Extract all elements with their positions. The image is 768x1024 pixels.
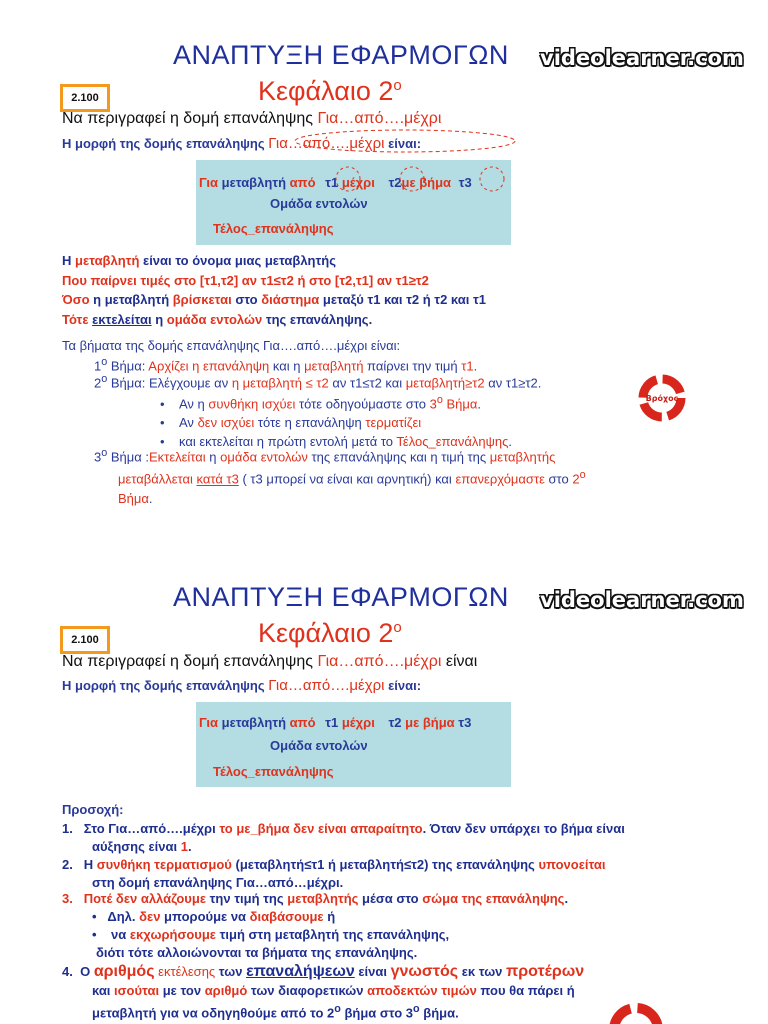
slide1-bullet-1: • Αν η συνθήκη ισχύει τότε οδηγούμαστε στο $3^o$ Βήμα. [160,394,482,412]
slide2-note-1: 1. Στο Για…από….μέχρι το με_βήμα δεν είναι απαραίτητο. Όταν δεν υπάρχει το βήμα είναι αύξησης είναι 1. [62,821,625,854]
slide1-step2: $2^o$ Βήμα: Ελέγχουμε αν η μεταβλητή ≤ τ2 αν τ1≤τ2 και μεταβλητή≥τ2 αν τ1≥τ2. [94,373,542,391]
slide1-bullet-3: • και εκτελείται η πρώτη εντολή μετά το Τέλος_επανάληψης. [160,434,512,450]
slide2-attention: Προσοχή: [62,802,124,817]
slide1-box-line1: Για μεταβλητή από τ1 μέχρι τ2με βήμα τ3 [199,175,472,190]
slide1-chapter: Κεφάλαιο $2^o$ [258,76,402,106]
slide2-title: ΑΝΑΠΤΥΞΗ ΕΦΑΡΜΟΓΩΝ [173,582,509,612]
slide2-note-3: 3. Ποτέ δεν αλλάζουμε την τιμή της μεταβλητής μέσα στο σώμα της επανάληψης. • Δηλ. δεν μπορούμε να διαβάσουμε ή • να εκχωρήσουμε τιμή στη μεταβλητή της επανάληψης, διότι τότε αλλοιώνονται τα βήματα της επανάληψης. [62,891,569,960]
slide1-bullet-2: • Αν δεν ισχύει τότε η επανάληψη τερματίζει [160,415,422,431]
slide1-logo: videolearner.com [540,46,744,70]
loop-cycle-icon [636,372,688,424]
cycle-icon-label: Βρόχος [645,394,679,403]
slide1-subtitle: Να περιγραφεί η δομή επανάληψης Για…από….μέχρι [62,110,442,127]
slide1-step1: $1^o$ Βήμα: Αρχίζει η επανάληψη και η μεταβλητή παίρνει την τιμή τ1. [94,356,478,374]
slide1-step3: $3^o$ Βήμα :Εκτελείται η ομάδα εντολών της επανάληψης και η τιμή της μεταβλητής μεταβάλλεται κατά τ3 ( τ3 μπορεί να είναι και αρνητική) και επανερχόμαστε στο $2^o$ Βήμα. [94,447,586,506]
slide2-badge: 2.100 [60,626,110,654]
slide1-title: ΑΝΑΠΤΥΞΗ ΕΦΑΡΜΟΓΩΝ [173,40,509,70]
slide2-box-commands: Ομάδα εντολών [270,738,368,753]
slide1-description: Η μεταβλητή είναι το όνομα μιας μεταβλητής Που παίρνει τιμές στο [τ1,τ2] αν τ1≤τ2 ή στο [τ2,τ1] αν τ1≥τ2 Όσο η μεταβλητή βρίσκεται στο διάστημα μεταξύ τ1 και τ2 ή τ2 και τ1 Τότε εκτελείται η ομάδα εντολών της επανάληψης. [62,253,486,327]
slide1-box-commands: Ομάδα εντολών [270,196,368,211]
slide2-box-line1: Για μεταβλητή από τ1 μέχρι τ2 με βήμα τ3 [199,715,472,730]
slide2-subtitle: Να περιγραφεί η δομή επανάληψης Για…από….μέχρι είναι [62,653,478,670]
slide1-steps-intro: Τα βήματα της δομής επανάληψης Για….από….μέχρι είναι: [62,338,401,353]
slide1-form-line: Η μορφή της δομής επανάληψης Για…από….μέχρι είναι: [62,135,422,152]
slide1-bullets [160,391,512,451]
slide2-box-end: Τέλος_επανάληψης [213,764,334,779]
slide1-badge: 2.100 [60,84,110,112]
slide1-box-end: Τέλος_επανάληψης [213,221,334,236]
slide2-logo: videolearner.com [540,588,744,612]
slide2-note-4: 4. Ο αριθμός εκτέλεσης των επαναλήψεων είναι γνωστός εκ των προτέρων και ισούται με τον αριθμό των διαφορετικών αποδεκτών τιμών που θα πάρει ή μεταβλητή για να οδηγηθούμε από το $2^o$ βήμα στο $3^o$ βήμα. [62,963,585,1021]
slide2-chapter: Κεφάλαιο $2^o$ [258,618,402,648]
slide2-form-line: Η μορφή της δομής επανάληψης Για…από….μέχρι είναι: [62,677,422,694]
slide2-note-2: 2. Η συνθήκη τερματισμού (μεταβλητή≤τ1 ή μεταβλητή≤τ2) της επανάληψης υπονοείται στη δομή επανάληψης Για…από…μέχρι. [62,857,606,890]
loop-cycle-icon-partial [606,1000,666,1024]
